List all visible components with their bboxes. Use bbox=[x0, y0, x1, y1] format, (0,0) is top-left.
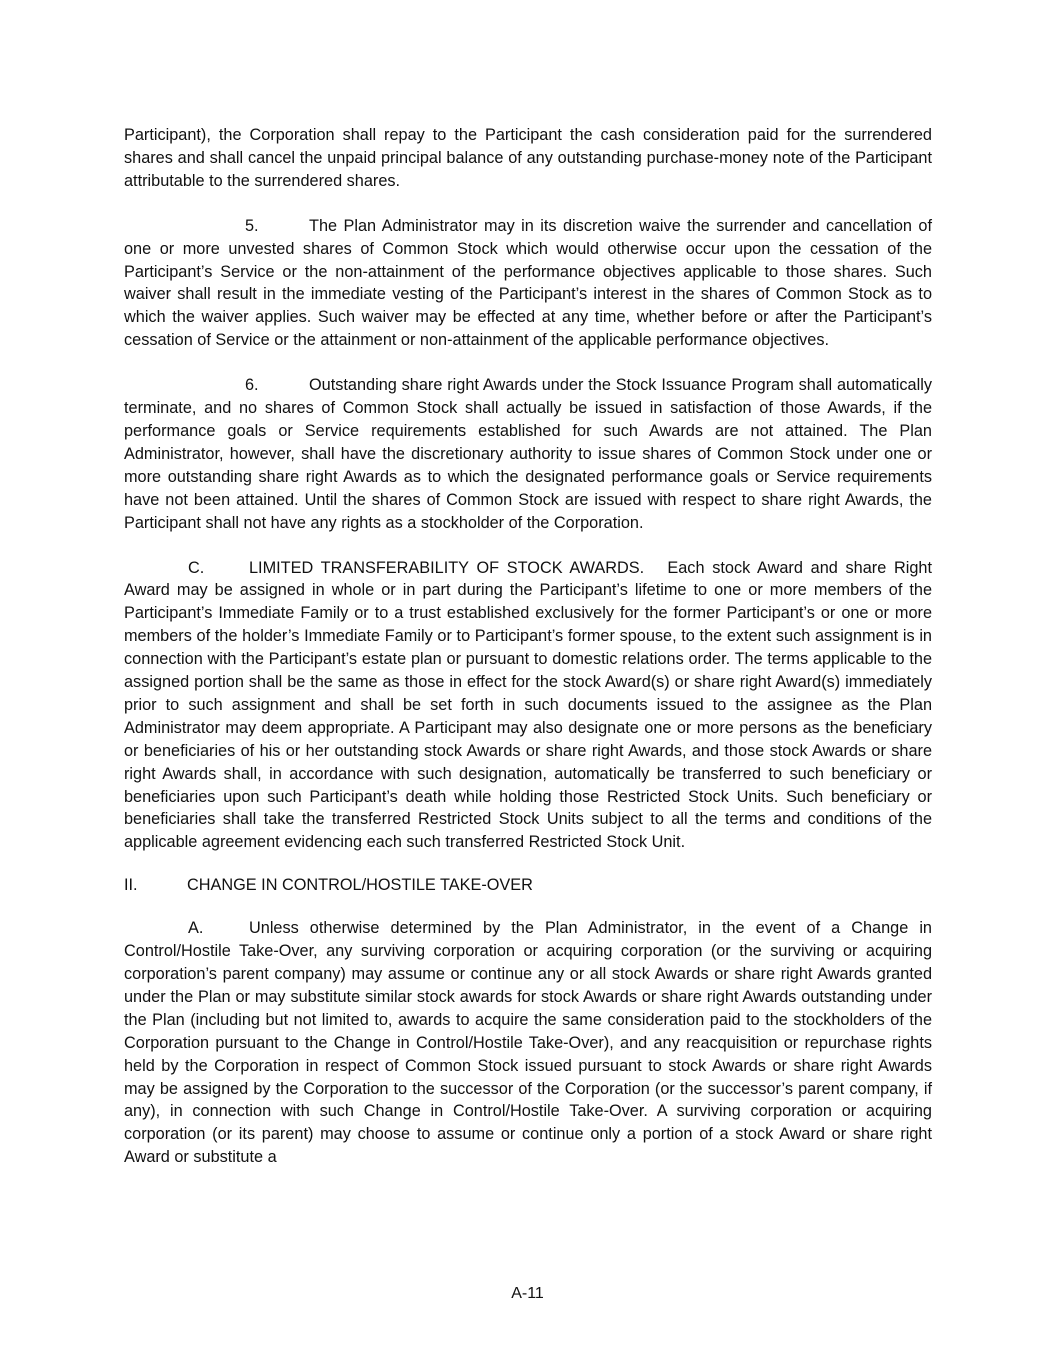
section-letter: C. bbox=[188, 558, 205, 577]
paragraph-6 bbox=[124, 374, 932, 534]
article-heading bbox=[124, 874, 932, 897]
page-number: A-11 bbox=[511, 1285, 544, 1302]
article-title: CHANGE IN CONTROL/HOSTILE TAKE-OVER bbox=[187, 876, 533, 895]
section-a bbox=[124, 917, 932, 1169]
paragraph-continuation bbox=[124, 124, 932, 193]
paragraph-text: Participant), the Corporation shall repay to the Participant the cash consideration paid for the surrendered shares and shall cancel the unpaid principal balance of any outstanding purchase-money note of the Participant attributable to the surrendered shares. bbox=[124, 126, 932, 190]
paragraph-number: 6. bbox=[245, 376, 259, 395]
section-c bbox=[124, 557, 932, 855]
paragraph-text: Each stock Award and share Right Award may be assigned in whole or in part during the Participant’s lifetime to one or more members of the Participant’s Immediate Family or to a trust established exclusively for the former Participant’s or one or more members of the holder’s Immediate Family or to Participant’s former spouse, to the extent such assignment is in connection with the Participant’s estate plan or pursuant to domestic relations order. The terms applicable to the assigned portion shall be the same as those in effect for the stock Award(s) or share right Award(s) immediately prior to such assignment and shall be set forth in such documents issued to the assignee as the Plan Administrator may deem appropriate. A Participant may also designate one or more persons as the beneficiary or beneficiaries of his or her outstanding stock Awards or share right Awards, and those stock Awards or share right Awards shall, in accordance with such designation, automatically be transferred to such beneficiary or beneficiaries upon such Participant’s death while holding those Restricted Stock Units. Such beneficiary or beneficiaries shall take the transferred Restricted Stock Units subject to all the terms and conditions of the applicable agreement evidencing each such transferred Restricted Stock Unit. bbox=[124, 558, 932, 852]
paragraph-text: Outstanding share right Awards under the Stock Issuance Program shall automatically terminate, and no shares of Common Stock shall actually be issued in satisfaction of those Awards, if the performance goals or Service requirements established for such Awards are not attained. The Plan Administrator, however, shall have the discretionary authority to issue shares of Common Stock under one or more outstanding share right Awards as to which the designated performance goals or Service requirements have not been attained. Until the shares of Common Stock are issued with respect to share right Awards, the Participant shall not have any rights as a stockholder of the Corporation. bbox=[124, 376, 932, 532]
document-page bbox=[124, 124, 932, 1169]
paragraph-5 bbox=[124, 215, 932, 352]
paragraph-text: Unless otherwise determined by the Plan Administrator, in the event of a Change in Control/Hostile Take-Over, any surviving corporation or acquiring corporation (or the surviving or acquiring corporation’s parent company) may assume or continue any or all stock Awards or share right Awards granted under the Plan or may substitute similar stock awards for stock Awards or share right Awards outstanding under the Plan (including but not limited to, awards to acquire the same consideration paid to the stockholders of the Corporation pursuant to the Change in Control/Hostile Take-Over), and any reacquisition or repurchase rights held by the Corporation in respect of Common Stock issued pursuant to stock Awards or share right Awards may be assigned by the Corporation to the successor of the Corporation (or the successor’s parent company, if any), in connection with such Change in Control/Hostile Take-Over. A surviving corporation or acquiring corporation (or its parent) may choose to assume or continue only a portion of a stock Award or share right Award or substitute a bbox=[124, 919, 932, 1167]
paragraph-text: The Plan Administrator may in its discretion waive the surrender and cancellation of one or more unvested shares of Common Stock which would otherwise occur upon the cessation of the Participant’s Service or the non-attainment of the performance objectives applicable to those shares. Such waiver shall result in the immediate vesting of the Participant’s interest in the shares of Common Stock as to which the waiver applies. Such waiver may be effected at any time, whether before or after the Participant’s cessation of Service or the attainment or non-attainment of the applicable performance objectives. bbox=[124, 216, 932, 350]
section-title: LIMITED TRANSFERABILITY OF STOCK AWARDS. bbox=[249, 558, 645, 577]
paragraph-number: 5. bbox=[245, 216, 259, 235]
article-number: II. bbox=[124, 876, 138, 895]
section-letter: A. bbox=[188, 919, 204, 938]
